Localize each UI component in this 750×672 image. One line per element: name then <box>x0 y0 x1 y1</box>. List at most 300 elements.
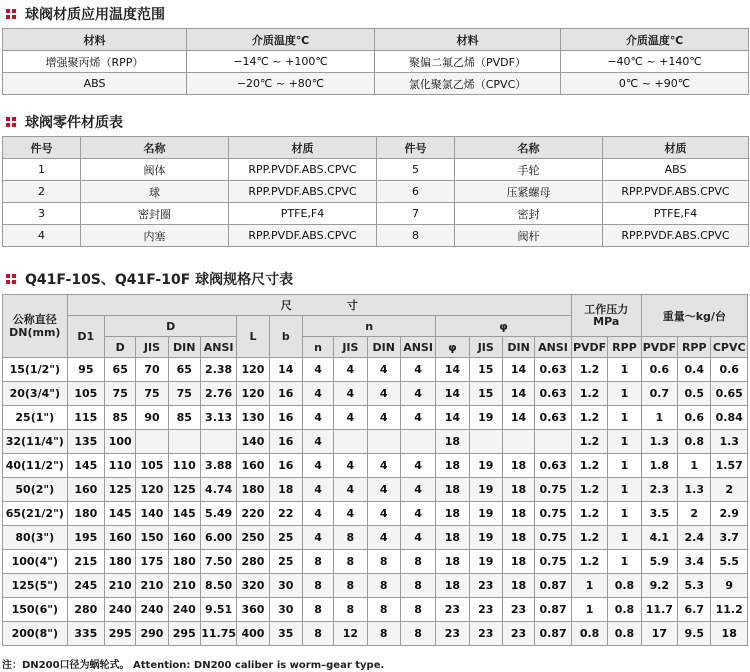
table-cell: 85 <box>105 406 136 430</box>
table-cell: 增强聚丙烯（RPP） <box>3 51 187 73</box>
table-cell: 4 <box>302 382 333 406</box>
column-header: 材料 <box>375 29 561 51</box>
table-cell: 1 <box>608 382 641 406</box>
table-cell: 4 <box>302 430 333 454</box>
table-cell: 23 <box>469 622 502 646</box>
sub-header: DIN <box>502 337 534 358</box>
table-cell: 聚偏二氟乙烯（PVDF） <box>375 51 561 73</box>
table-cell: 120 <box>237 358 269 382</box>
header-dn: 公称直径 DN(mm) <box>3 295 68 358</box>
row-dn-label: 65(21/2") <box>3 502 68 526</box>
table-cell: 11.75 <box>200 622 236 646</box>
table-cell: 1 <box>571 598 607 622</box>
table-cell: 2.3 <box>641 478 677 502</box>
table-cell: 8 <box>377 225 455 247</box>
table-cell: 16 <box>269 430 302 454</box>
table-cell: 16 <box>269 406 302 430</box>
column-header: 介质温度℃ <box>187 29 375 51</box>
table-cell: 240 <box>168 598 200 622</box>
table-cell: 内塞 <box>81 225 229 247</box>
table-cell: 11.2 <box>711 598 748 622</box>
table-cell: 4 <box>3 225 81 247</box>
table-cell: 1.2 <box>571 550 607 574</box>
table-cell: 160 <box>237 454 269 478</box>
table-cell: 150 <box>136 526 168 550</box>
table-cell: 180 <box>105 550 136 574</box>
table-cell: 1.2 <box>571 502 607 526</box>
table-cell: 120 <box>136 478 168 502</box>
table-cell: 0℃ ~ +90℃ <box>561 73 749 95</box>
table-cell <box>502 430 534 454</box>
row-dn-label: 150(6") <box>3 598 68 622</box>
table-row <box>3 526 748 550</box>
table-row <box>3 550 748 574</box>
table-cell: 4 <box>400 406 435 430</box>
table-cell: 30 <box>269 574 302 598</box>
table-cell: 19 <box>469 550 502 574</box>
row-dn-label: 125(5") <box>3 574 68 598</box>
red-square-bullet-icon <box>6 274 17 285</box>
table-cell: 19 <box>469 406 502 430</box>
table-cell: 75 <box>105 382 136 406</box>
table-cell: 7.50 <box>200 550 236 574</box>
table-cell: 0.8 <box>571 622 607 646</box>
table-cell: 335 <box>67 622 105 646</box>
parts-material-table <box>2 136 749 247</box>
table-cell: 4 <box>400 454 435 478</box>
table-cell: 140 <box>136 502 168 526</box>
table-cell: 1.2 <box>571 358 607 382</box>
table-cell: 4 <box>334 454 367 478</box>
table-cell: 19 <box>469 478 502 502</box>
table-cell: 1.57 <box>711 454 748 478</box>
sub-header: RPP <box>678 337 711 358</box>
table-cell <box>535 430 572 454</box>
table-cell: 1.2 <box>571 382 607 406</box>
table-cell: 0.5 <box>678 382 711 406</box>
table-cell: 5.5 <box>711 550 748 574</box>
table-cell: 18 <box>436 502 469 526</box>
table-cell: 4 <box>367 406 400 430</box>
table-cell: 8 <box>302 622 333 646</box>
table-cell: 阀杆 <box>455 225 603 247</box>
table-cell <box>168 430 200 454</box>
table-cell: 18 <box>269 478 302 502</box>
table-cell: 4 <box>367 526 400 550</box>
table-cell: ABS <box>603 159 749 181</box>
table-cell: 1 <box>608 406 641 430</box>
table-cell: 22 <box>269 502 302 526</box>
row-dn-label: 50(2") <box>3 478 68 502</box>
sub-header: JIS <box>469 337 502 358</box>
table-cell: 4 <box>302 406 333 430</box>
table-cell: 0.4 <box>678 358 711 382</box>
table-cell: 65 <box>105 358 136 382</box>
table-cell <box>334 430 367 454</box>
table-cell: 210 <box>168 574 200 598</box>
header-size: 尺 寸 <box>67 295 571 316</box>
table-cell: 8 <box>334 598 367 622</box>
table-cell: 18 <box>436 550 469 574</box>
table-cell: 5.3 <box>678 574 711 598</box>
table-row <box>3 159 749 181</box>
table-cell: 4.74 <box>200 478 236 502</box>
table-cell: 2.9 <box>711 502 748 526</box>
table-cell <box>469 430 502 454</box>
sub-header: JIS <box>334 337 367 358</box>
table-cell: 290 <box>136 622 168 646</box>
table-cell: 0.75 <box>535 502 572 526</box>
table-cell: 18 <box>436 430 469 454</box>
table-cell: 11.7 <box>641 598 677 622</box>
table-cell: 14 <box>436 382 469 406</box>
table-cell: 110 <box>105 454 136 478</box>
table-cell: 23 <box>502 598 534 622</box>
table-cell: 9 <box>711 574 748 598</box>
table-cell: 115 <box>67 406 105 430</box>
table-cell: 16 <box>269 454 302 478</box>
row-dn-label: 100(4") <box>3 550 68 574</box>
table-cell: 9.5 <box>678 622 711 646</box>
table-cell: 95 <box>67 358 105 382</box>
table-cell: 19 <box>469 526 502 550</box>
table-cell: 0.6 <box>678 406 711 430</box>
table-cell: 4 <box>334 382 367 406</box>
table-cell: 6.00 <box>200 526 236 550</box>
table-cell: 90 <box>136 406 168 430</box>
table-cell: PTFE,F4 <box>603 203 749 225</box>
table-cell: 8 <box>302 550 333 574</box>
table-cell: 0.84 <box>711 406 748 430</box>
table-cell: 110 <box>168 454 200 478</box>
header-L: L <box>237 316 269 358</box>
table-cell: 4 <box>400 382 435 406</box>
specification-table <box>2 294 748 646</box>
table-cell: 0.8 <box>608 622 641 646</box>
table-cell: 75 <box>136 382 168 406</box>
table-cell: 0.7 <box>641 382 677 406</box>
table-cell: 0.65 <box>711 382 748 406</box>
table-cell: 195 <box>67 526 105 550</box>
table-cell: 4 <box>367 502 400 526</box>
table-cell: 75 <box>168 382 200 406</box>
column-header: 件号 <box>377 137 455 159</box>
table-cell: 4 <box>334 502 367 526</box>
table-cell: 3.13 <box>200 406 236 430</box>
table-cell: 6 <box>377 181 455 203</box>
table-cell: 160 <box>105 526 136 550</box>
row-dn-label: 32(11/4") <box>3 430 68 454</box>
table-cell: 1 <box>608 526 641 550</box>
table-cell: 1 <box>3 159 81 181</box>
table-cell: 23 <box>436 622 469 646</box>
table-cell: 4 <box>334 358 367 382</box>
table-cell: PTFE,F4 <box>229 203 377 225</box>
table-cell: 2.76 <box>200 382 236 406</box>
table-cell: 0.87 <box>535 598 572 622</box>
sub-header: RPP <box>608 337 641 358</box>
column-header: 名称 <box>455 137 603 159</box>
table-cell: 1 <box>608 550 641 574</box>
table-cell: 15 <box>469 358 502 382</box>
table-cell: 4 <box>400 478 435 502</box>
row-dn-label: 200(8") <box>3 622 68 646</box>
table-cell: −40℃ ~ +140℃ <box>561 51 749 73</box>
table-cell: 0.75 <box>535 478 572 502</box>
table-cell: 16 <box>269 382 302 406</box>
row-dn-label: 40(11/2") <box>3 454 68 478</box>
table-cell: 23 <box>469 598 502 622</box>
sub-header: PVDF <box>641 337 677 358</box>
table-cell: 145 <box>67 454 105 478</box>
table-row <box>3 382 748 406</box>
table-cell: 密封圈 <box>81 203 229 225</box>
table-cell: 氯化聚氯乙烯（CPVC） <box>375 73 561 95</box>
table-cell: 25 <box>269 550 302 574</box>
table-cell: 400 <box>237 622 269 646</box>
table-cell: ABS <box>3 73 187 95</box>
section2-title-text: 球阀零件材质表 <box>25 115 123 131</box>
table-row <box>3 478 748 502</box>
table-cell: 1.3 <box>711 430 748 454</box>
sub-header: φ <box>436 337 469 358</box>
row-dn-label: 25(1") <box>3 406 68 430</box>
table-cell: 0.6 <box>641 358 677 382</box>
header-b: b <box>269 316 302 358</box>
table-cell: 125 <box>168 478 200 502</box>
spec-header-row-3 <box>3 337 748 358</box>
table-cell: 2 <box>711 478 748 502</box>
table-cell: 7 <box>377 203 455 225</box>
table-cell: 18 <box>502 502 534 526</box>
table-cell: 1.3 <box>641 430 677 454</box>
table-cell: 4 <box>302 478 333 502</box>
column-header: 材质 <box>603 137 749 159</box>
table-cell: 130 <box>237 406 269 430</box>
table-cell: 250 <box>237 526 269 550</box>
red-square-bullet-icon <box>6 9 17 20</box>
table-cell: 70 <box>136 358 168 382</box>
table-cell: 8 <box>400 550 435 574</box>
table-cell: 8 <box>400 574 435 598</box>
table-cell: 0.75 <box>535 550 572 574</box>
table-cell: 8 <box>400 622 435 646</box>
table-cell: 4 <box>334 478 367 502</box>
sub-header: ANSI <box>535 337 572 358</box>
table-cell: 1 <box>641 406 677 430</box>
table-cell: 3.7 <box>711 526 748 550</box>
table-cell: 295 <box>168 622 200 646</box>
table-cell: 5.9 <box>641 550 677 574</box>
table-cell: RPP.PVDF.ABS.CPVC <box>229 159 377 181</box>
header-n: n <box>302 316 435 337</box>
table-cell: 35 <box>269 622 302 646</box>
table-cell: 180 <box>168 550 200 574</box>
table-row <box>3 181 749 203</box>
table-cell: 4 <box>302 526 333 550</box>
table-cell: 4 <box>400 358 435 382</box>
table-cell: 18 <box>502 574 534 598</box>
table-cell: 175 <box>136 550 168 574</box>
sub-header: n <box>302 337 333 358</box>
table-cell: 1.8 <box>641 454 677 478</box>
table-cell: 18 <box>502 526 534 550</box>
table-cell: 4 <box>400 502 435 526</box>
sub-header: PVDF <box>571 337 607 358</box>
sub-header: D <box>105 337 136 358</box>
table-header-row <box>3 29 749 51</box>
column-header: 介质温度℃ <box>561 29 749 51</box>
table-cell: 18 <box>436 478 469 502</box>
table-cell: 14 <box>436 358 469 382</box>
table-cell: RPP.PVDF.ABS.CPVC <box>229 181 377 203</box>
table-cell: RPP.PVDF.ABS.CPVC <box>603 225 749 247</box>
table-row <box>3 574 748 598</box>
table-cell: 135 <box>67 430 105 454</box>
table-row <box>3 73 749 95</box>
table-cell: 1.2 <box>571 430 607 454</box>
header-weight: 重量～kg/台 <box>641 295 747 337</box>
temperature-range-table <box>2 28 749 95</box>
table-cell: 240 <box>136 598 168 622</box>
table-cell: 360 <box>237 598 269 622</box>
table-cell: 19 <box>469 502 502 526</box>
table-cell: 1 <box>678 454 711 478</box>
table-cell: 280 <box>237 550 269 574</box>
table-cell: 8 <box>367 598 400 622</box>
table-cell: 14 <box>502 382 534 406</box>
table-cell: 19 <box>469 454 502 478</box>
table-cell: 180 <box>67 502 105 526</box>
column-header: 材料 <box>3 29 187 51</box>
sub-header: DIN <box>367 337 400 358</box>
table-cell: 18 <box>436 526 469 550</box>
sub-header: ANSI <box>200 337 236 358</box>
table-cell: 1.2 <box>571 526 607 550</box>
table-cell: 密封 <box>455 203 603 225</box>
table-cell: 280 <box>67 598 105 622</box>
table-cell: RPP.PVDF.ABS.CPVC <box>229 225 377 247</box>
table-cell: 1 <box>608 430 641 454</box>
table-cell: 4 <box>302 502 333 526</box>
table-cell: 220 <box>237 502 269 526</box>
table-cell: 105 <box>136 454 168 478</box>
table-cell: 球 <box>81 181 229 203</box>
header-pressure: 工作压力 MPa <box>571 295 641 337</box>
table-cell <box>200 430 236 454</box>
column-header: 件号 <box>3 137 81 159</box>
table-cell: 25 <box>269 526 302 550</box>
table-cell: 180 <box>237 478 269 502</box>
sub-header: ANSI <box>400 337 435 358</box>
table-cell: 18 <box>436 574 469 598</box>
table-cell: 压紧螺母 <box>455 181 603 203</box>
section2-title <box>0 111 123 133</box>
table-cell: 3 <box>3 203 81 225</box>
table-cell: 1.2 <box>571 406 607 430</box>
table-cell: 8 <box>302 598 333 622</box>
table-cell: −14℃ ~ +100℃ <box>187 51 375 73</box>
table-cell: 手轮 <box>455 159 603 181</box>
table-cell: 1 <box>608 502 641 526</box>
column-header: 材质 <box>229 137 377 159</box>
table-cell: 160 <box>168 526 200 550</box>
table-row <box>3 502 748 526</box>
table-cell: 245 <box>67 574 105 598</box>
table-cell: 8 <box>367 550 400 574</box>
table-cell: 4 <box>367 358 400 382</box>
table-cell: 0.63 <box>535 382 572 406</box>
table-cell: 210 <box>105 574 136 598</box>
table-cell: 160 <box>67 478 105 502</box>
table-cell: 100 <box>105 430 136 454</box>
table-cell: 9.2 <box>641 574 677 598</box>
column-header: 名称 <box>81 137 229 159</box>
table-cell: 65 <box>168 358 200 382</box>
table-cell: 4 <box>367 478 400 502</box>
footnote: 注：DN200口径为蜗轮式。 Attention: DN200 caliber is worm–gear type. <box>2 660 385 671</box>
row-dn-label: 20(3/4") <box>3 382 68 406</box>
header-phi: φ <box>436 316 572 337</box>
table-cell: 9.51 <box>200 598 236 622</box>
table-cell: 18 <box>502 478 534 502</box>
table-cell: 0.63 <box>535 406 572 430</box>
table-row <box>3 406 748 430</box>
table-header-row <box>3 137 749 159</box>
table-cell: 210 <box>136 574 168 598</box>
table-cell: 14 <box>502 406 534 430</box>
table-cell: 240 <box>105 598 136 622</box>
table-row <box>3 225 749 247</box>
table-cell: 4 <box>334 406 367 430</box>
table-cell: 5.49 <box>200 502 236 526</box>
table-cell: 145 <box>105 502 136 526</box>
table-cell: 4 <box>367 382 400 406</box>
table-cell: 295 <box>105 622 136 646</box>
table-cell: 5 <box>377 159 455 181</box>
table-cell: 23 <box>469 574 502 598</box>
section1-title <box>0 3 165 25</box>
table-cell: −20℃ ~ +80℃ <box>187 73 375 95</box>
table-row <box>3 598 748 622</box>
table-cell: 4 <box>400 526 435 550</box>
table-cell: 85 <box>168 406 200 430</box>
table-cell <box>400 430 435 454</box>
table-cell: 0.6 <box>711 358 748 382</box>
table-row <box>3 358 748 382</box>
table-cell: 125 <box>105 478 136 502</box>
sub-header: JIS <box>136 337 168 358</box>
table-cell <box>136 430 168 454</box>
table-cell: 18 <box>711 622 748 646</box>
table-cell: 0.75 <box>535 526 572 550</box>
table-cell: 阀体 <box>81 159 229 181</box>
table-cell: 8 <box>367 574 400 598</box>
table-cell: 1.2 <box>571 454 607 478</box>
table-cell: 14 <box>436 406 469 430</box>
table-cell: 8 <box>400 598 435 622</box>
table-cell: 1.3 <box>678 478 711 502</box>
section1-title-text: 球阀材质应用温度范围 <box>25 7 165 23</box>
table-cell: 0.87 <box>535 574 572 598</box>
table-cell: 0.8 <box>608 598 641 622</box>
table-cell: 14 <box>269 358 302 382</box>
table-cell: 4 <box>302 358 333 382</box>
table-row <box>3 51 749 73</box>
table-cell: RPP.PVDF.ABS.CPVC <box>603 181 749 203</box>
table-cell: 1 <box>608 454 641 478</box>
header-D: D <box>105 316 237 337</box>
